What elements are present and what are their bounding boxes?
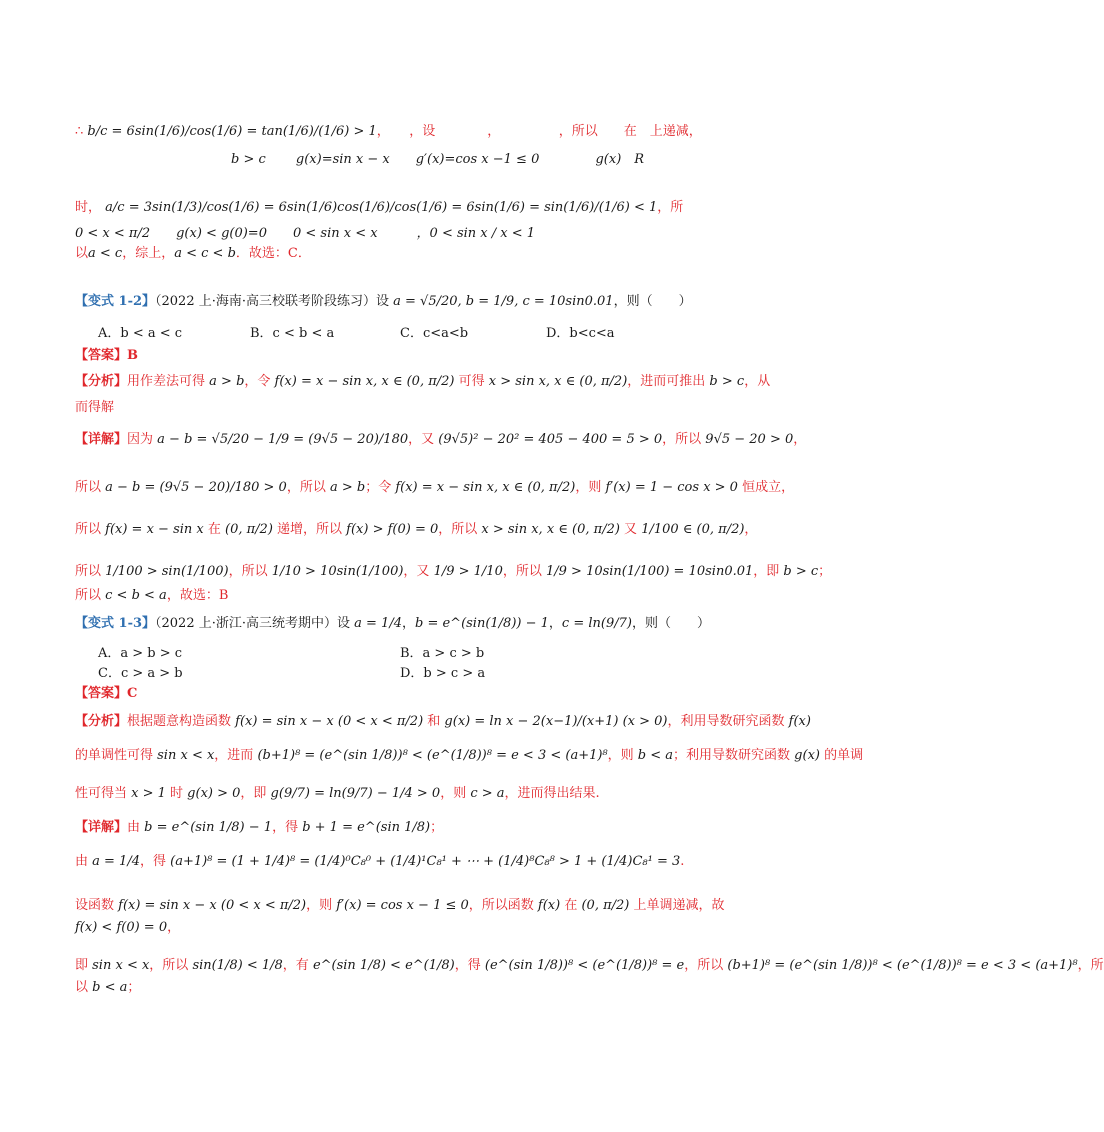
text-line: [75, 430, 807, 450]
math-expression: 9√5 − 20 > 0: [705, 432, 794, 447]
math-expression: (9√5)² − 20² = 405 − 400 = 5 > 0: [438, 432, 663, 447]
text-segment: 设函数: [75, 898, 119, 913]
text-segment: （2022 上·浙江·高三统考期中）设: [155, 616, 355, 631]
text-line: [75, 712, 811, 732]
text-segment: 和: [423, 714, 445, 729]
math-expression: sin(1/8) < 1/8: [192, 958, 283, 973]
text-segment: ，所以: [286, 480, 330, 495]
text-segment: 时，: [75, 200, 102, 215]
text-line: [75, 896, 730, 916]
text-segment: ；: [818, 564, 832, 579]
text-segment: 由: [127, 820, 145, 835]
text-segment: 上单调递减，故: [629, 898, 725, 913]
text-segment: ，令: [244, 374, 275, 389]
math-expression: c > a: [470, 786, 505, 801]
text-segment: ．故选：C．: [235, 246, 311, 261]
text-segment: 所以: [75, 480, 106, 495]
math-expression: c < b < a: [105, 588, 167, 603]
math-expression: 0 < x < π/2 g(x) < g(0)=0 0 < sin x < x ，0 < sin x / x < 1: [75, 226, 536, 241]
math-expression: e^(sin 1/8) < e^(1/8): [312, 958, 455, 973]
option-c-1-2: C．c<a<b: [400, 326, 469, 341]
text-line: [75, 292, 730, 312]
text-segment: 以: [75, 246, 89, 261]
text-segment: ，即: [240, 786, 271, 801]
text-segment: ，所以: [684, 958, 728, 973]
text-line: [75, 346, 730, 366]
text-segment: 所以: [75, 588, 106, 603]
text-segment: ，: [401, 616, 415, 631]
text-segment: ，又: [403, 564, 434, 579]
math-expression: (e^(sin 1/8))⁸ < (e^(1/8))⁸ = e: [484, 958, 685, 973]
text-segment: 以: [75, 980, 93, 995]
text-segment: ，得: [139, 854, 171, 869]
text-line: [75, 684, 730, 704]
text-segment: ，即: [753, 564, 784, 579]
math-expression: a/c = 3sin(1/3)/cos(1/6) = 6sin(1/6)cos(1/6)/cos(1/6) = 6sin(1/6) = sin(1/6)/(1/6) < 1: [101, 200, 658, 215]
text-line: [75, 614, 730, 634]
text-segment: ；令: [365, 480, 396, 495]
text-segment: ，则: [440, 786, 471, 801]
math-expression: f(x) = sin x − x (0 < x < π/2): [235, 714, 424, 729]
math-expression: (a+1)⁸ = (1 + 1/4)⁸ = (1/4)⁰C₈⁰ + (1/4)¹C₈¹ + ⋯ + (1/4)⁸C₈⁸ > 1 + (1/4)C₈¹ = 3: [170, 854, 681, 869]
text-segment: 在: [203, 522, 226, 537]
math-expression: f(x): [788, 714, 811, 729]
math-expression: a = √5/20, b = 1/9, c = 10sin0.01: [393, 294, 614, 309]
math-expression: (b+1)⁸ = (e^(sin 1/8))⁸ < (e^(1/8))⁸ = e < 3 < (a+1)⁸: [257, 748, 608, 763]
text-segment: 的单调: [819, 748, 864, 763]
text-line: [75, 398, 730, 418]
math-expression: a = 1/4: [354, 616, 402, 631]
math-expression: 1/9 > 1/10: [433, 564, 503, 579]
math-expression: b + 1 = e^(sin 1/8): [302, 820, 431, 835]
text-segment: ，: [793, 432, 807, 447]
option-b-1-3: B．a > c > b: [400, 646, 485, 661]
text-segment: ，所以: [149, 958, 193, 973]
option-d-1-2: D．b<c<a: [546, 326, 615, 341]
math-expression: a = 1/4: [92, 854, 140, 869]
math-expression: g(x) = ln x − 2(x−1)/(x+1) (x > 0): [444, 714, 668, 729]
text-segment: ，进而: [214, 748, 258, 763]
text-segment: .: [680, 854, 685, 869]
text-segment: 可得: [454, 374, 489, 389]
text-line: [75, 956, 1104, 976]
text-segment: 【变式 1-2】: [75, 294, 156, 309]
option-d-1-3: D．b > c > a: [400, 666, 486, 681]
text-line: [75, 478, 795, 498]
math-expression: a > b: [209, 374, 245, 389]
text-segment: ；利用导数研究函数: [673, 748, 795, 763]
text-line: [75, 520, 758, 540]
math-expression: a < c: [88, 246, 123, 261]
math-expression: sin x < x: [92, 958, 150, 973]
text-segment: 在: [560, 898, 582, 913]
text-segment: ，利用导数研究函数: [667, 714, 789, 729]
math-expression: f(x): [537, 898, 561, 913]
text-segment: 恒成立，: [737, 480, 795, 495]
math-expression: g(x): [794, 748, 820, 763]
text-segment: ，所以: [502, 564, 546, 579]
text-segment: ，则: [306, 898, 337, 913]
text-segment: 用作差法可得: [127, 374, 210, 389]
text-segment: 而得解: [75, 400, 115, 415]
text-segment: 因为: [127, 432, 158, 447]
text-segment: 【分析】: [75, 714, 128, 729]
text-segment: 时: [165, 786, 188, 801]
text-segment: ，综上，: [122, 246, 175, 261]
text-segment: ，从: [744, 374, 771, 389]
option-a-1-2: A．b < a < c: [98, 326, 183, 341]
math-expression: f′(x) = 1 − cos x > 0: [605, 480, 738, 495]
text-segment: ，所以函数: [468, 898, 538, 913]
math-expression: b > c: [709, 374, 745, 389]
text-segment: 所以: [75, 564, 106, 579]
text-segment: 【答案】B: [75, 348, 138, 363]
math-expression: 1/10 > 10sin(1/100): [271, 564, 404, 579]
math-expression: (b+1)⁸ = (e^(sin 1/8))⁸ < (e^(1/8))⁸ = e < 3 < (a+1)⁸: [727, 958, 1078, 973]
math-expression: sin x < x: [157, 748, 215, 763]
text-segment: ，: [548, 616, 562, 631]
math-expression: f(x) = x − sin x, x ∈ (0, π/2): [274, 374, 455, 389]
text-segment: ，得: [454, 958, 485, 973]
math-expression: b = e^(sin 1/8) − 1: [144, 820, 273, 835]
text-line: [75, 918, 730, 938]
option-c-1-3: C．c > a > b: [98, 666, 183, 681]
text-line: [75, 224, 730, 244]
text-segment: 性可得当: [75, 786, 132, 801]
math-expression: b > c: [783, 564, 819, 579]
text-segment: ∴: [75, 124, 88, 139]
math-expression: b < a: [637, 748, 674, 763]
text-line: [75, 746, 864, 766]
text-segment: 根据题意构造函数: [127, 714, 236, 729]
text-segment: ，则（ ）: [613, 294, 692, 309]
text-segment: 又: [619, 522, 642, 537]
text-segment: ，得: [272, 820, 303, 835]
math-expression: 1/100 > sin(1/100): [105, 564, 229, 579]
text-segment: 递增，所以: [272, 522, 347, 537]
math-expression: f(x) = x − sin x, x ∈ (0, π/2): [395, 480, 576, 495]
text-line: [75, 244, 730, 264]
math-expression: a > b: [329, 480, 366, 495]
text-segment: ，则: [607, 748, 638, 763]
math-expression: b > c g(x)=sin x − x g′(x)=cos x −1 ≤ 0 g(x) R: [75, 152, 645, 167]
math-expression: (0, π/2): [225, 522, 273, 537]
text-line: [75, 586, 730, 606]
text-segment: ， ，设 ， ，所以 在 上递减，: [376, 124, 702, 139]
text-line: [75, 562, 832, 582]
text-segment: ，进而可推出: [627, 374, 710, 389]
text-segment: 由: [75, 854, 93, 869]
text-segment: 【答案】C: [75, 686, 138, 701]
math-expression: f(x) > f(0) = 0: [346, 522, 439, 537]
text-segment: ；: [127, 980, 141, 995]
text-line: [75, 372, 771, 392]
text-line: [75, 150, 730, 170]
text-segment: （2022 上·海南·高三校联考阶段练习）设: [155, 294, 394, 309]
text-segment: ，又: [408, 432, 439, 447]
text-segment: 的单调性可得: [75, 748, 158, 763]
text-segment: 即: [75, 958, 93, 973]
text-segment: ；: [430, 820, 444, 835]
math-expression: b/c = 6sin(1/6)/cos(1/6) = tan(1/6)/(1/6) > 1: [87, 124, 377, 139]
math-expression: a − b = √5/20 − 1/9 = (9√5 − 20)/180: [157, 432, 409, 447]
text-segment: ，所以: [228, 564, 272, 579]
math-expression: f(x) = x − sin x: [105, 522, 204, 537]
text-segment: ，则: [575, 480, 606, 495]
text-segment: ，故选：B: [166, 588, 229, 603]
text-segment: ，则（ ）: [631, 616, 710, 631]
text-segment: 【详解】: [75, 432, 128, 447]
text-line: [75, 198, 730, 218]
text-segment: 【分析】: [75, 374, 128, 389]
text-segment: ，有: [282, 958, 313, 973]
text-line: [75, 784, 730, 804]
math-expression: b < a: [92, 980, 128, 995]
math-expression: a − b = (9√5 − 20)/180 > 0: [105, 480, 287, 495]
text-segment: ，: [744, 522, 758, 537]
math-expression: g(x) > 0: [187, 786, 241, 801]
text-line: [75, 852, 730, 872]
text-segment: ，所: [657, 200, 684, 215]
math-expression: a < c < b: [174, 246, 236, 261]
text-segment: ，: [167, 920, 181, 935]
text-segment: 【详解】: [75, 820, 128, 835]
math-expression: f(x) < f(0) = 0: [75, 920, 168, 935]
math-expression: b = e^(sin(1/8)) − 1: [415, 616, 549, 631]
math-expression: x > 1: [131, 786, 166, 801]
text-line: [75, 978, 730, 998]
math-expression: g(9/7) = ln(9/7) − 1/4 > 0: [270, 786, 441, 801]
math-expression: 1/9 > 10sin(1/100) = 10sin0.01: [545, 564, 754, 579]
text-line: [75, 122, 730, 142]
math-expression: f′(x) = cos x − 1 ≤ 0: [336, 898, 469, 913]
math-expression: x > sin x, x ∈ (0, π/2): [481, 522, 620, 537]
text-segment: ，所以: [662, 432, 706, 447]
text-segment: 【变式 1-3】: [75, 616, 156, 631]
text-segment: ，进而得出结果.: [504, 786, 600, 801]
option-b-1-2: B．c < b < a: [250, 326, 335, 341]
option-a-1-3: A．a > b > c: [98, 646, 183, 661]
math-expression: f(x) = sin x − x (0 < x < π/2): [118, 898, 307, 913]
text-segment: ，所以: [438, 522, 482, 537]
text-segment: 所以: [75, 522, 106, 537]
math-expression: c = ln(9/7): [561, 616, 632, 631]
math-expression: 1/100 ∈ (0, π/2): [641, 522, 745, 537]
math-expression: x > sin x, x ∈ (0, π/2): [488, 374, 628, 389]
text-line: [75, 818, 730, 838]
math-expression: (0, π/2): [581, 898, 630, 913]
text-segment: ，所: [1077, 958, 1104, 973]
